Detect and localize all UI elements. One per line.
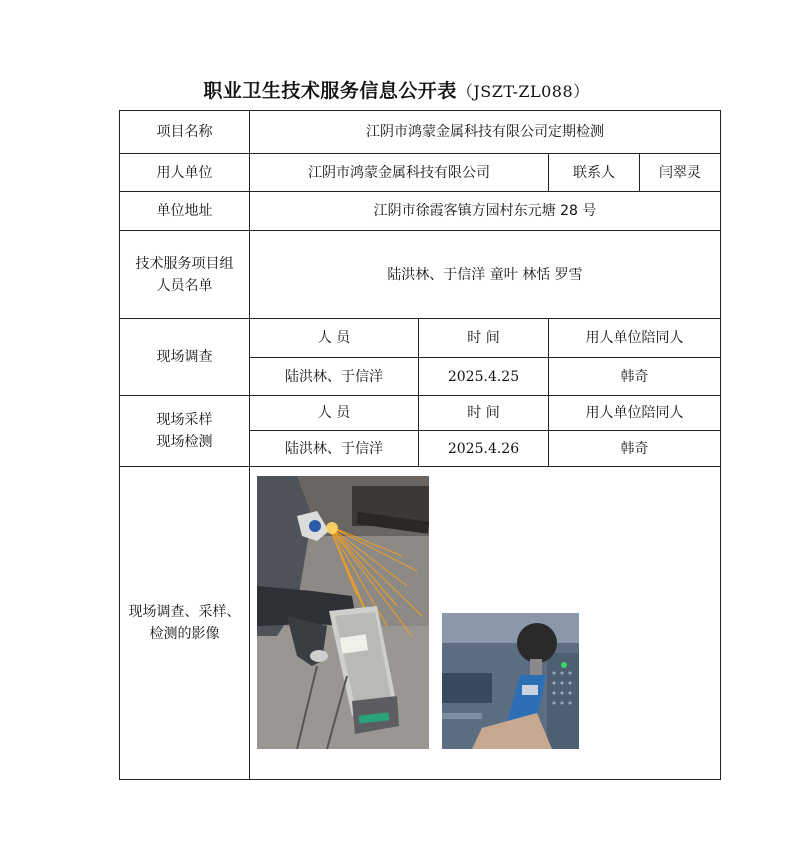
row-address bbox=[120, 192, 721, 231]
employer-value: 江阴市鸿蒙金属科技有限公司 bbox=[250, 154, 549, 192]
title-code: （JSZT-ZL088） bbox=[456, 82, 590, 101]
contact-label: 联系人 bbox=[549, 154, 640, 192]
images-cell bbox=[250, 467, 721, 780]
info-table bbox=[119, 110, 721, 780]
sampling-date: 2025.4.26 bbox=[419, 431, 549, 467]
team-label-line1: 技术服务项目组 bbox=[135, 255, 234, 272]
sampling-escort: 韩奇 bbox=[549, 431, 721, 467]
contact-value: 闫翠灵 bbox=[640, 154, 721, 192]
survey-header-date: 时 间 bbox=[419, 319, 549, 358]
team-label bbox=[120, 231, 250, 319]
images-label-line1: 现场调查、采样、 bbox=[128, 604, 241, 620]
survey-header-escort: 用人单位陪同人 bbox=[549, 319, 721, 358]
sampling-label-line2: 现场检测 bbox=[156, 434, 213, 450]
row-project bbox=[120, 111, 721, 154]
survey-header-personnel: 人 员 bbox=[250, 319, 419, 358]
team-value: 陆洪林、于信洋 童叶 林恬 罗雪 bbox=[250, 231, 721, 319]
sampling-header-escort: 用人单位陪同人 bbox=[549, 396, 721, 431]
address-label: 单位地址 bbox=[120, 192, 250, 231]
sampling-label-line1: 现场采样 bbox=[156, 412, 213, 428]
project-label: 项目名称 bbox=[120, 111, 250, 154]
survey-escort: 韩奇 bbox=[549, 358, 721, 396]
images-label-line2: 检测的影像 bbox=[149, 626, 220, 642]
row-sampling-header bbox=[120, 396, 721, 431]
page-title bbox=[0, 76, 793, 103]
project-value: 江阴市鸿蒙金属科技有限公司定期检测 bbox=[250, 111, 721, 154]
sound-level-meter-photo bbox=[442, 613, 579, 749]
sampling-header-personnel: 人 员 bbox=[250, 396, 419, 431]
survey-date: 2025.4.25 bbox=[419, 358, 549, 396]
row-employer bbox=[120, 154, 721, 192]
grinding-sampling-photo bbox=[257, 476, 429, 749]
employer-label: 用人单位 bbox=[120, 154, 250, 192]
address-value: 江阴市徐霞客镇方园村东元塘 28 号 bbox=[250, 192, 721, 231]
sampling-personnel: 陆洪林、于信洋 bbox=[250, 431, 419, 467]
survey-label: 现场调查 bbox=[120, 319, 250, 396]
row-images bbox=[120, 467, 721, 780]
images-label bbox=[120, 467, 250, 780]
team-label-line2: 人员名单 bbox=[156, 277, 213, 294]
sampling-label bbox=[120, 396, 250, 467]
survey-personnel: 陆洪林、于信洋 bbox=[250, 358, 419, 396]
title-main: 职业卫生技术服务信息公开表 bbox=[203, 80, 457, 102]
row-survey-header bbox=[120, 319, 721, 358]
sampling-header-date: 时 间 bbox=[419, 396, 549, 431]
row-team bbox=[120, 231, 721, 319]
